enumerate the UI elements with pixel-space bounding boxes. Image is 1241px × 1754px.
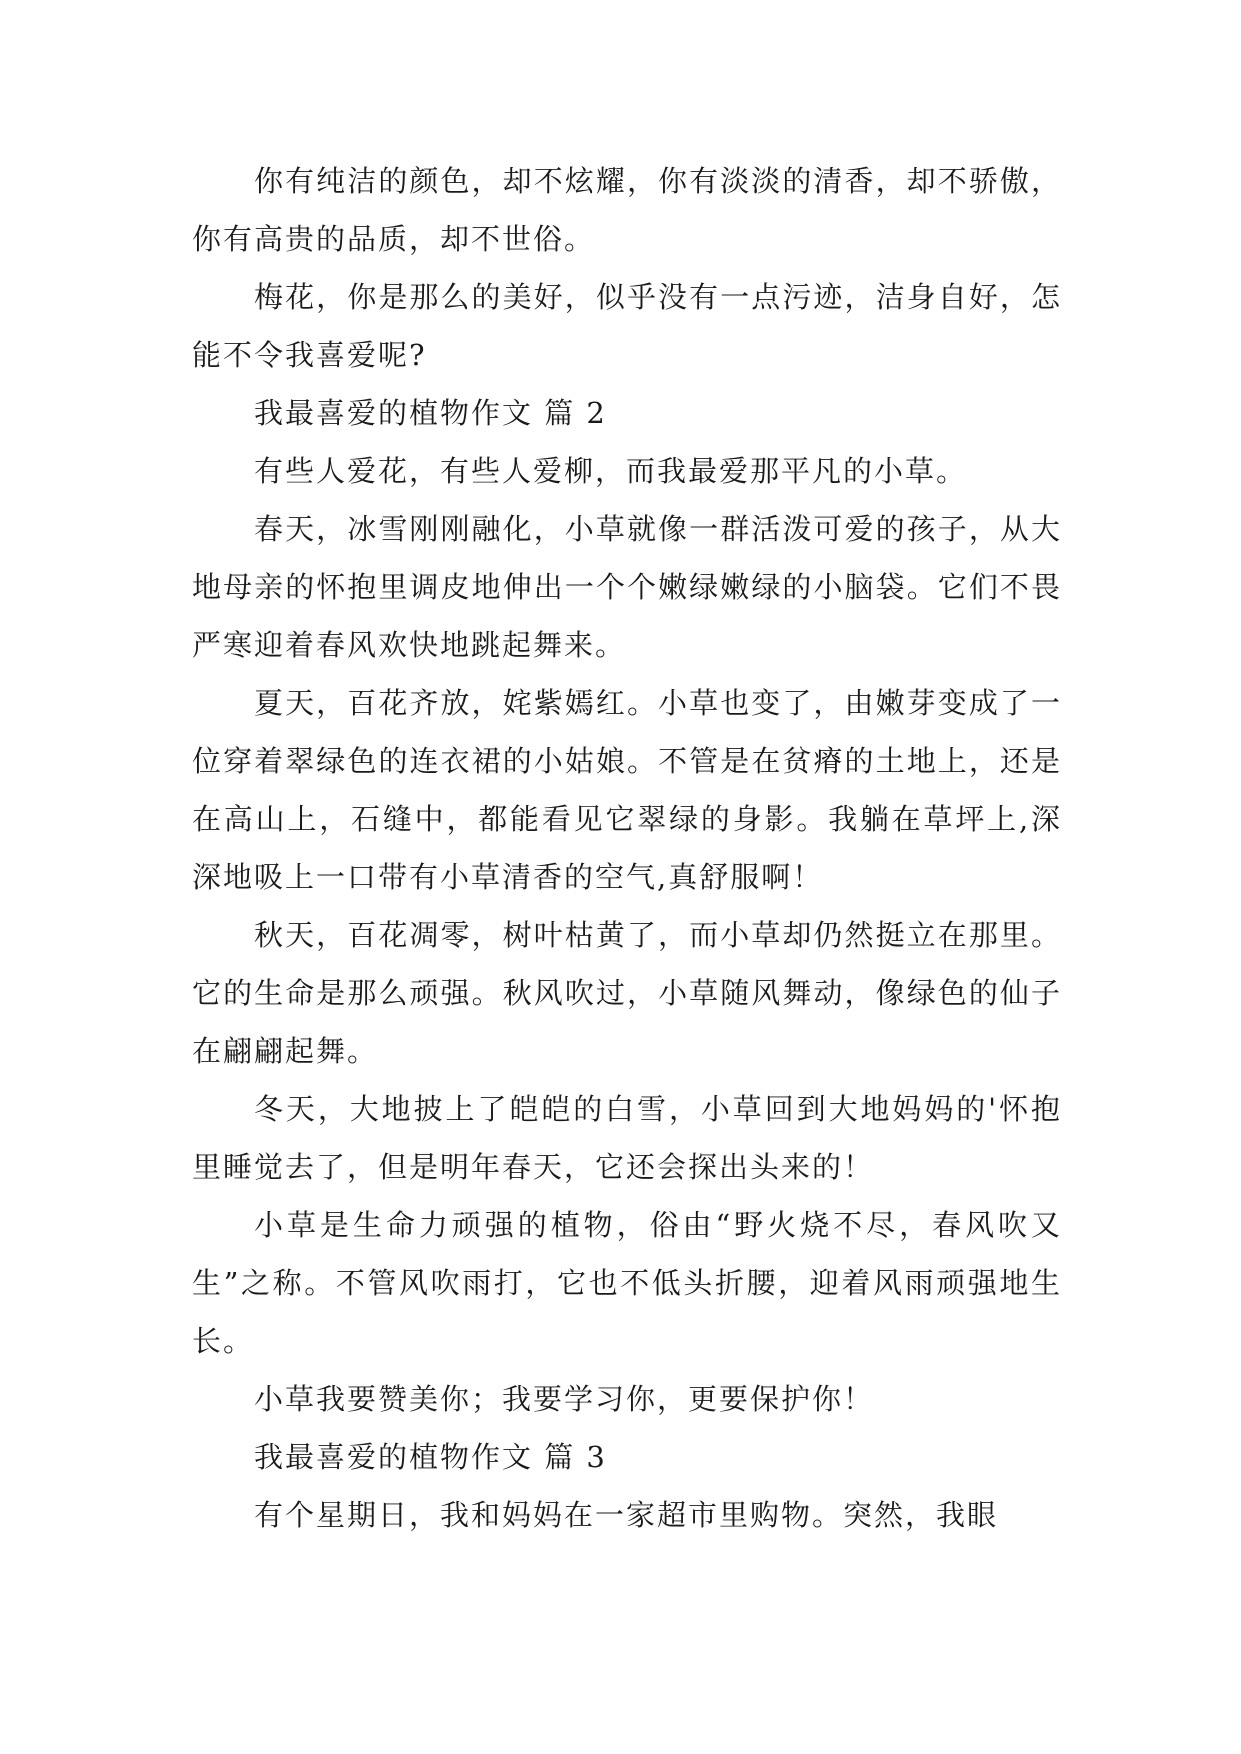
paragraph-winter: 冬天，大地披上了皑皑的白雪，小草回到大地妈妈的'怀抱里睡觉去了，但是明年春天，它还会探出头来的！: [192, 1092, 1062, 1184]
paragraph-praise: 小草我要赞美你；我要学习你，更要保护你！: [254, 1382, 875, 1416]
paragraph-spring: 春天，冰雪刚刚融化，小草就像一群活泼可爱的孩子，从大地母亲的怀抱里调皮地伸出一个个嫩绿嫩绿的小脑袋。它们不畏严寒迎着春风欢快地跳起舞来。: [192, 512, 1062, 662]
paragraph-intro-grass: 有些人爱花，有些人爱柳，而我最爱那平凡的小草。: [254, 454, 968, 488]
section-heading-2: 我最喜爱的植物作文 篇 2: [254, 396, 607, 430]
section-heading-3: 我最喜爱的植物作文 篇 3: [254, 1440, 607, 1474]
paragraph-summer: 夏天，百花齐放，姹紫嫣红。小草也变了，由嫩芽变成了一位穿着翠绿色的连衣裙的小姑娘。不管是在贫瘠的土地上，还是在高山上，石缝中，都能看见它翠绿的身影。我躺在草坪上,深深地吸上一口带有小草清香的空气,真舒服啊！: [192, 686, 1062, 894]
paragraph-resilience: 小草是生命力顽强的植物，俗由“野火烧不尽，春风吹又生”之称。不管风吹雨打，它也不低头折腰，迎着风雨顽强地生长。: [192, 1208, 1062, 1358]
paragraph-purity: 你有纯洁的颜色，却不炫耀，你有淡淡的清香，却不骄傲，你有高贵的品质，却不世俗。: [192, 164, 1062, 256]
paragraph-autumn: 秋天，百花凋零，树叶枯黄了，而小草却仍然挺立在那里。它的生命是那么顽强。秋风吹过，小草随风舞动，像绿色的仙子在翩翩起舞。: [192, 918, 1062, 1068]
paragraph-sunday: 有个星期日，我和妈妈在一家超市里购物。突然，我眼: [254, 1498, 999, 1532]
paragraph-plum-blossom: 梅花，你是那么的美好，似乎没有一点污迹，洁身自好，怎能不令我喜爱呢?: [192, 280, 1062, 372]
article-body: [192, 152, 1062, 1544]
